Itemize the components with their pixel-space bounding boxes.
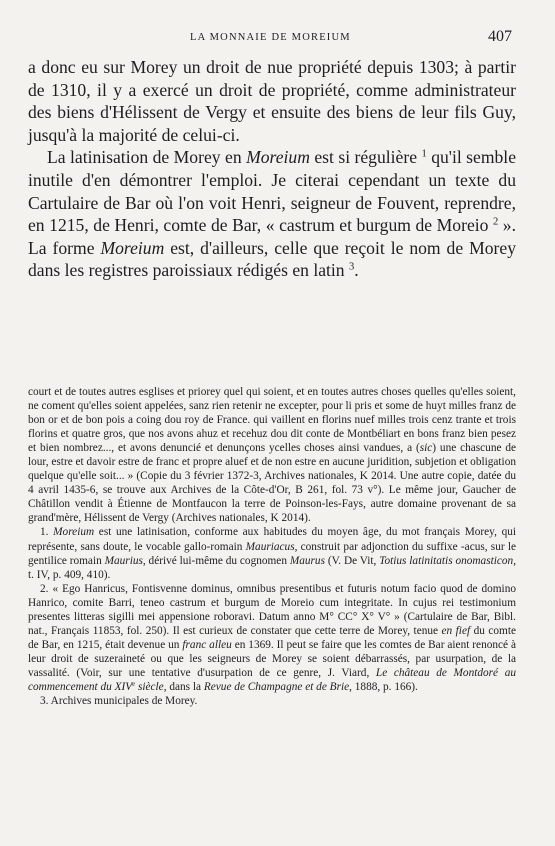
italic-term: Moreium bbox=[100, 237, 165, 258]
italic-term: Maurius bbox=[104, 554, 143, 567]
text-span: ) une chascune de lour, estre et davoir estre de franc et propre aluef et de non estre en aucune juridition, subjetion et obligation quelque qu'elle soit... » (Copie du 3 février 1372-3, Archives nationales, K 2014. Une autre copie, datée du 4 avril 1435-6, se trouve aux Archives de la Côte-d'Or, B 261, fol. 73 v°). Le même jour, Gaucher de Châtillon vendit à Étienne de Montfaucon la terre de Poinson-les-Fays, autre domaine provenant de sa grand'mère, Hélissent de Vergy (Archives nationales, K 2014). bbox=[28, 442, 516, 525]
italic-term: Le château de Montdoré au commencement du XIV bbox=[28, 666, 516, 693]
footnote-ref-1: 1 bbox=[421, 149, 427, 161]
text-span: ». La forme bbox=[28, 215, 517, 258]
text-span: La latinisation de Morey en bbox=[47, 147, 247, 168]
italic-term: siècle bbox=[135, 680, 164, 693]
text-span: en 1369. Il peut se faire que les comtes de Bar aient renoncé à leur droit de suzeraineté ou que les seigneurs de Morey se soient débarrassés, par usurpation, de la vassalité. (Voir, sur une tentative d'usurpation de ce genre, J. Viard, bbox=[28, 638, 516, 679]
italic-term: Maurus bbox=[289, 554, 325, 567]
footnote-ref-3: 3 bbox=[349, 262, 355, 274]
italic-term: Mauriacus bbox=[245, 540, 295, 553]
italic-term: Moreium bbox=[246, 147, 310, 168]
main-text bbox=[28, 56, 516, 282]
page-header bbox=[28, 30, 512, 46]
paragraph-1: a donc eu sur Morey un droit de nue propriété depuis 1303; à partir de 1310, il y a exercé un droit de propriété, comme administrateur des biens d'Hélissent de Vergy et ensuite des biens de leur fils Guy, jusqu'à la majorité de celui-ci. bbox=[28, 57, 516, 145]
paragraph-2 bbox=[28, 146, 516, 282]
text-span: . bbox=[354, 260, 359, 281]
italic-term: sic bbox=[419, 442, 433, 455]
footnote-2 bbox=[28, 582, 516, 694]
text-span: 2. « Ego Hanricus, Fontisvenne dominus, omnibus presentibus et futuris notum facio quod de domino Hanrico, comite Barri, teneo castrum et burgum de Moreio cum integritate. In cujus rei testimonium presentes litteras sigilli mei appensione roboravi. Datum anno M° CC° X° V° » (Cartulaire de Bar, Bibl. nat., Français 11853, fol. 250). Il est curieux de constater que cette terre de Morey, tenue bbox=[28, 582, 516, 637]
italic-term: Totius latinitatis onomasticon bbox=[379, 554, 514, 567]
text-span: est si régulière bbox=[309, 147, 422, 168]
text-span: qu'il semble inutile d'en démontrer l'emploi. Je citerai cependant un texte du Cartulaire de Bar où l'on voit Henri, seigneur de Fouvent, reprendre, en 1215, de Henri, comte de Bar, « castrum et burgum de Moreio bbox=[28, 147, 517, 236]
footnotes bbox=[28, 385, 516, 708]
italic-term: Revue de Champagne et de Brie bbox=[203, 680, 350, 693]
italic-term: franc alleu bbox=[182, 638, 232, 651]
text-span: est une latinisation, conforme aux habitudes du moyen âge, du mot français Morey, qui représente, sans doute, le vocable gallo-romain bbox=[28, 526, 517, 553]
text-span: court et de toutes autres esglises et priorey quel qui soient, et en toutes autres choses quelles qu'elles soient, ne coment qu'elles soient appelées, sanz rien retenir ne excepter, pour li pris et some de huyt milles franz de bon or et de bon pois a coing dou roy de France. qui vaillent en florins nuef milles trois cenz trante et trois florins et quatre gros, que nos avons ahuz et recehuz dou dit conte de Montbéliart en bons franz bien pesez et bien nombrez..., et avons denuncié et denunçons ycelles choses ainsi vandues, a ( bbox=[28, 386, 516, 455]
footnote-ref-2: 2 bbox=[492, 216, 499, 228]
footnote-continuation bbox=[28, 385, 516, 525]
text-span: (V. De Vit, bbox=[324, 554, 380, 567]
italic-term: Moreium bbox=[53, 526, 95, 539]
text-span: du comte de Bar, en 1215, était devenue un bbox=[28, 624, 516, 651]
footnote-3: 3. Archives municipales de Morey. bbox=[40, 695, 198, 708]
superscript: e bbox=[132, 680, 136, 688]
text-span: , construit par adjonction du suffixe -acus, sur le gentilice romain bbox=[28, 540, 516, 567]
italic-term: en fief bbox=[441, 624, 471, 637]
footnote-number: 1. bbox=[40, 526, 54, 539]
text-span: , dérivé lui-même du cognomen bbox=[142, 554, 290, 567]
footnote-1 bbox=[28, 525, 516, 581]
text-span: , 1888, p. 166). bbox=[349, 680, 418, 693]
text-span: , t. IV, p. 409, 410). bbox=[28, 554, 517, 581]
running-title: LA MONNAIE DE MOREIUM bbox=[190, 32, 351, 43]
page-number: 407 bbox=[488, 28, 512, 45]
text-span: est, d'ailleurs, celle que reçoit le nom de Morey dans les registres paroissiaux rédigés en latin bbox=[28, 237, 516, 281]
text-span: , dans la bbox=[163, 680, 204, 693]
